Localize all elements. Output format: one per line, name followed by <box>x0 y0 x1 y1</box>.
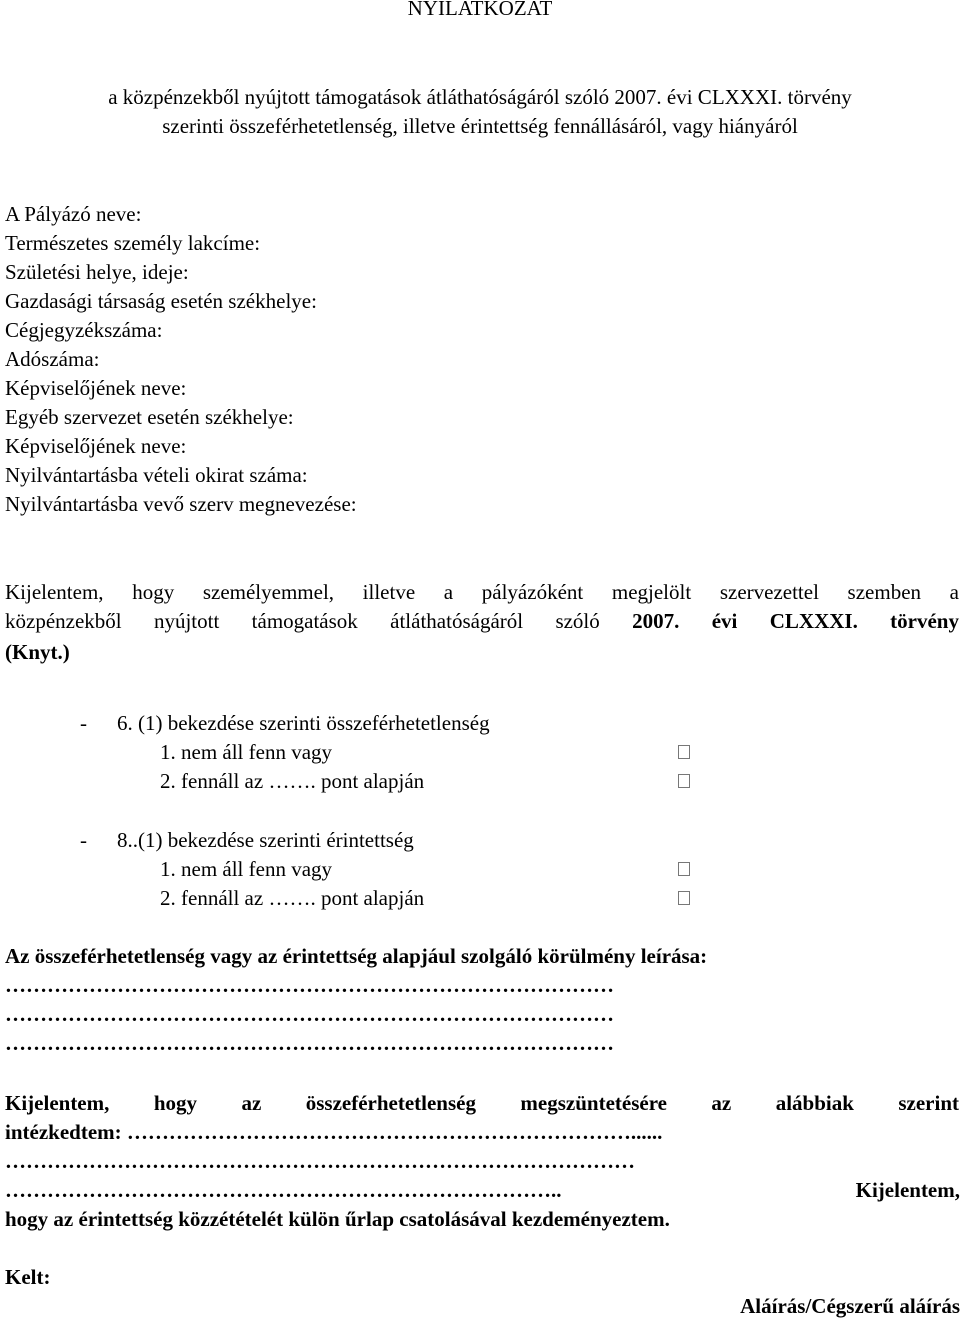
subtitle-line-1: a közpénzekből nyújtott támogatások átláthatóságáról szóló 2007. évi CLXXXI. törvény <box>108 85 852 109</box>
section2-option-2-checkbox[interactable] <box>678 891 690 905</box>
field-other-representative-name: Képviselőjének neve: <box>5 434 187 458</box>
description-dots-line-3: …………………………………………………………………………… <box>5 1031 614 1055</box>
section2-option-1: 1. nem áll fenn vagy <box>160 857 333 881</box>
field-company-seat: Gazdasági társaság esetén székhelye: <box>5 289 317 313</box>
declaration-line-3: (Knyt.) <box>5 640 70 664</box>
section1-option-1: 1. nem áll fenn vagy <box>160 740 333 764</box>
section1-heading: 6. (1) bekezdése szerinti összeférhetetlenség <box>117 711 490 735</box>
field-person-address: Természetes személy lakcíme: <box>5 231 261 255</box>
measures-line-4-dots: …………………………………………………………………….. <box>5 1178 562 1202</box>
field-applicant-name: A Pályázó neve: <box>5 202 142 226</box>
field-tax-number: Adószáma: <box>5 347 100 371</box>
page-title: NYILATKOZAT <box>407 0 553 20</box>
declaration-line-2 <box>5 609 959 634</box>
measures-line-3: ……………………………………………………………………………… <box>5 1149 635 1173</box>
description-dots-line-1: …………………………………………………………………………… <box>5 973 614 997</box>
description-heading: Az összeférhetetlenség vagy az érintettség alapjául szolgáló körülmény leírása: <box>5 944 708 968</box>
section1-option-1-checkbox[interactable] <box>678 745 690 759</box>
field-birth-place-date: Születési helye, ideje: <box>5 260 189 284</box>
section2-option-1-checkbox[interactable] <box>678 862 690 876</box>
declaration-law-reference: 2007. évi CLXXXI. törvény <box>632 609 959 633</box>
signature-label: Aláírás/Cégszerű aláírás <box>740 1294 960 1318</box>
applicant-fields <box>5 201 357 517</box>
section1-option-2: 2. fennáll az ……. pont alapján <box>160 769 425 793</box>
field-other-org-seat: Egyéb szervezet esetén székhelye: <box>5 405 294 429</box>
section2-dash: - <box>80 828 87 852</box>
description-dots-line-2: …………………………………………………………………………… <box>5 1002 614 1026</box>
section1-option-2-checkbox[interactable] <box>678 774 690 788</box>
measures-line-1: Kijelentem, hogy az összeférhetetlenség megszüntetésére az alábbiak szerint <box>5 1091 959 1115</box>
section2-heading: 8..(1) bekezdése szerinti érintettség <box>117 828 414 852</box>
field-representative-name: Képviselőjének neve: <box>5 376 187 400</box>
section1-dash: - <box>80 711 87 735</box>
field-company-reg-number: Cégjegyzékszáma: <box>5 318 163 342</box>
measures-line-4-text: Kijelentem, <box>855 1178 960 1202</box>
date-place-label: Kelt: <box>5 1265 51 1289</box>
measures-line-5: hogy az érintettség közzétételét külön űrlap csatolásával kezdeményeztem. <box>5 1207 670 1231</box>
declaration-line-2-normal: közpénzekből nyújtott támogatások átláthatóságáról szóló <box>5 609 633 633</box>
declaration-line-1: Kijelentem, hogy személyemmel, illetve a pályázóként megjelölt szervezettel szemben a <box>5 580 959 604</box>
measures-line-2: intézkedtem: ………………………………………………………………...... <box>5 1120 663 1144</box>
subtitle-line-2: szerinti összeférhetetlenség, illetve érintettség fennállásáról, vagy hiányáról <box>162 114 798 138</box>
field-registration-document-number: Nyilvántartásba vételi okirat száma: <box>5 463 308 487</box>
section2-option-2: 2. fennáll az ……. pont alapján <box>160 886 425 910</box>
field-registering-authority: Nyilvántartásba vevő szerv megnevezése: <box>5 492 357 516</box>
